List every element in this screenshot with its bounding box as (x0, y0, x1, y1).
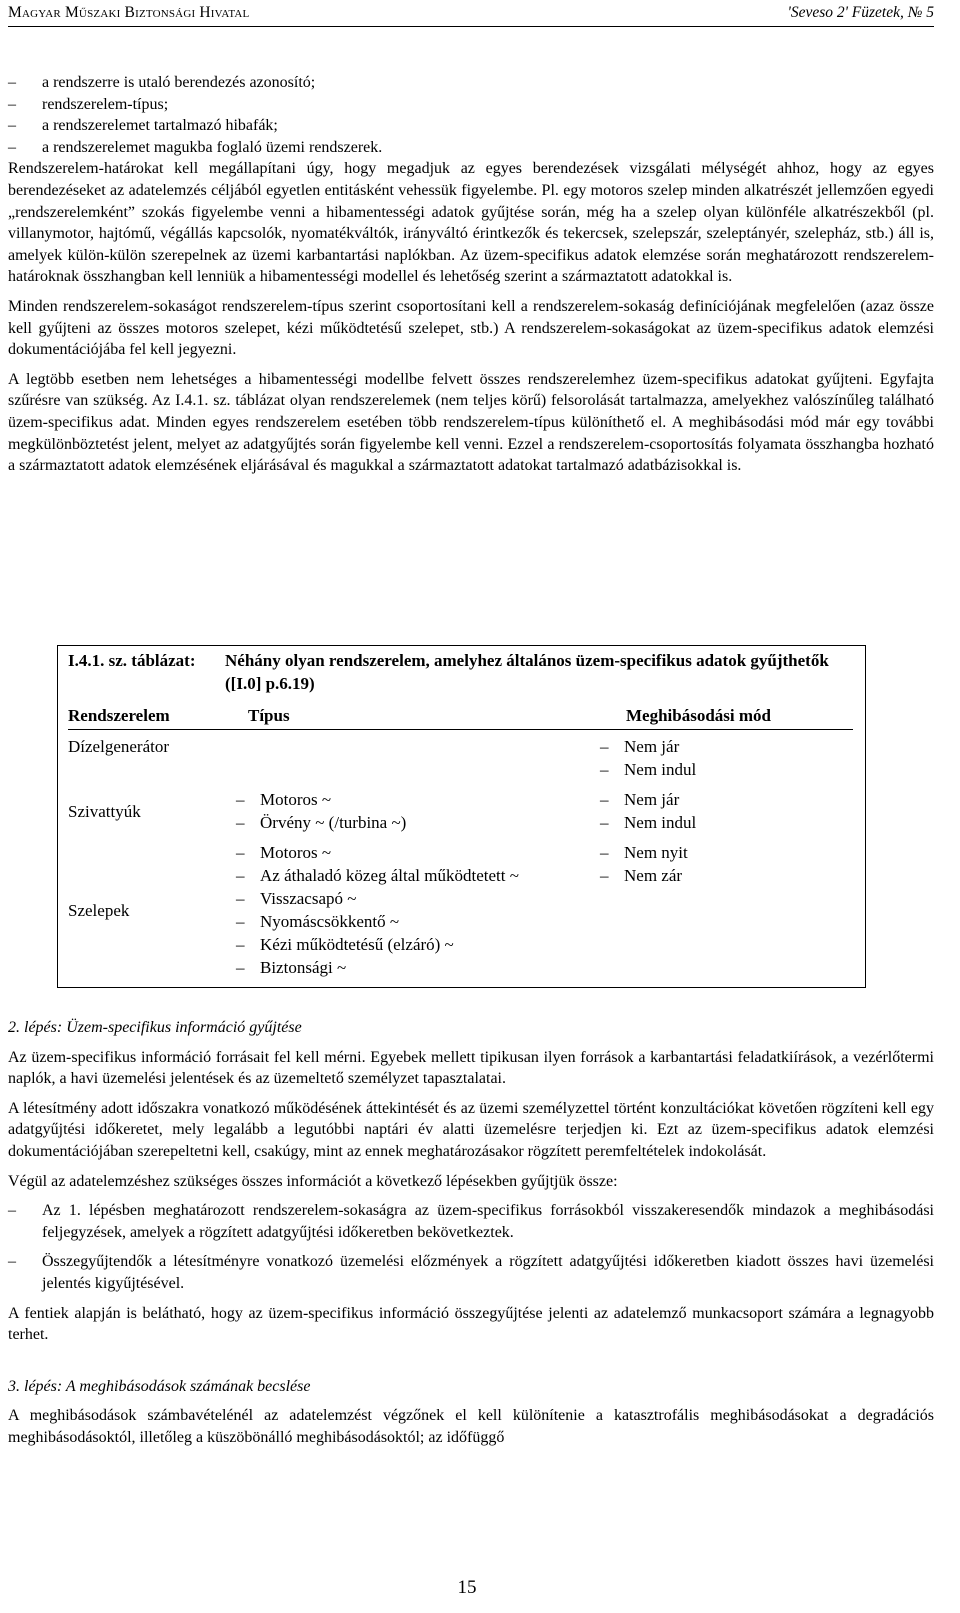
table (57, 645, 866, 988)
table-cell-element: Szelepek (68, 901, 130, 920)
list-item: – Az 1. lépésben meghatározott rendszerelem-sokaságra az üzem-specifikus forrásokból visszakeresendők mindazok a meghibásodási feljegyzések, amelyek a rögzített adatgyűjtési időkeretben bekövetkeztek. (8, 1200, 934, 1243)
list-item: – rendszerelem-típus; (8, 94, 934, 116)
table-cell-modes (600, 841, 688, 887)
table-cell-element: Szivattyúk (68, 802, 141, 821)
paragraph: Minden rendszerelem-sokaságot rendszerelem-típus szerint csoportosítani kell a rendszerelem-sokaság definíciójának megfelelően (azaz össze kell gyűjteni az összes motoros szelepet, kézi működtetésű szelepet, stb.) A rendszerelem-sokaságokat az üzem-specifikus adatok elemzési dokumentációjába fel kell jegyezni. (8, 297, 934, 359)
header-series: 'Seveso 2' Füzetek, № 5 (787, 4, 934, 21)
table-cell-modes (600, 788, 696, 834)
list-item: – Nem indul (600, 811, 696, 834)
list-item: – Kézi működtetésű (elzáró) ~ (236, 933, 519, 956)
table-header-element: Rendszerelem (68, 706, 170, 725)
table-cell-types (236, 788, 406, 834)
list-item: – Nem indul (600, 758, 696, 781)
table-caption-label: I.4.1. sz. táblázat: (68, 651, 196, 670)
table-divider (68, 729, 853, 730)
list-item: – Nyomáscsökkentő ~ (236, 910, 519, 933)
list-item: – Nem jár (600, 735, 696, 758)
paragraph: A meghibásodások számbavételénél az adatelemzést végzőnek el kell különítenie a katasztrofális meghibásodásokat a degradációs meghibásodásoktól, illetőleg a küszöbönálló meghibásodásoktól; az időfüggő (8, 1407, 934, 1446)
list-item: – a rendszerelemet magukba foglaló üzemi rendszerek. (8, 137, 934, 159)
list-item: – Motoros ~ (236, 788, 406, 811)
table-cell-element: Dízelgenerátor (68, 737, 169, 756)
page-header (8, 4, 934, 27)
list-item: – Nem nyit (600, 841, 688, 864)
section-steps (8, 1017, 934, 1449)
paragraph: A létesítmény adott időszakra vonatkozó működésének áttekintését és az üzemi személyzettel történt konzultációkat követően rögzíteni kell egy adatgyűjtési időkeretet, mely legalább a legutóbbi naptári év alatti üzemelésre terjedjen ki. Ezt az üzem-specifikus adatok elemzési dokumentációjában szerepeltetni kell, csakúgy, mint az ennek meghatározásakor rögzített peremfeltételek indokolását. (8, 1099, 934, 1160)
section-heading: 2. lépés: Üzem-specifikus információ gyűjtése (8, 1019, 302, 1036)
list-item: – Visszacsapó ~ (236, 887, 519, 910)
paragraph: A fentiek alapján is belátható, hogy az üzem-specifikus információ összegyűjtése jelenti az adatelemző munkacsoport számára a legnagyobb terhet. (8, 1304, 934, 1344)
table-header-mode: Meghibásodási mód (626, 706, 771, 725)
list-item: – Az áthaladó közeg által működtetett ~ (236, 864, 519, 887)
paragraph: A legtöbb esetben nem lehetséges a hibamentességi modellbe felvett összes rendszerelemhez üzem-specifikus adatokat gyűjteni. Egyfajta szűrésre van szükség. Az I.4.1. sz. táblázat olyan rendszerelemek (nem teljes körű) felsorolását tartalmazza, amelyekhez valószínűleg található üzem-specifikus adat. Minden egyes rendszerelem esetében több rendszerelem-típus különíthető el. A meghibásodási mód már egy további megkülönböztetést jelent, melyet az adatgyűjtés során figyelembe kell venni. Ezzel a rendszerelem-csoportosítás folyamata összhangba hozható a származtatott adatok elemzésének eljárásával és magukkal a származtatott adatokat tartalmazó adatbázisokkal is. (8, 370, 934, 475)
section-heading: 3. lépés: A meghibásodások számának becslése (8, 1377, 311, 1395)
list-item: – Biztonsági ~ (236, 956, 519, 979)
table-cell-modes (600, 735, 696, 781)
list-item: – Nem jár (600, 788, 696, 811)
table-cell-types (236, 841, 519, 979)
header-publisher: Magyar Műszaki Biztonsági Hivatal (8, 4, 250, 21)
list-item: – Összegyűjtendők a létesítményre vonatkozó üzemelési előzmények a rögzített adatgyűjtési időkeretben kiadott összes havi üzemelési jelentés kigyűjtésével. (8, 1251, 934, 1294)
main-text (8, 72, 934, 477)
page-number: 15 (457, 1577, 477, 1598)
table-header-type: Típus (248, 706, 290, 725)
step-list (8, 1200, 934, 1294)
list-item: – a rendszerelemet tartalmazó hibafák; (8, 115, 934, 137)
list-item: – Örvény ~ (/turbina ~) (236, 811, 406, 834)
paragraph: Rendszerelem-határokat kell megállapítani úgy, hogy megadjuk az egyes berendezések vizsgálati mélységét ahhoz, hogy az egyes berendezéseket az adatelemzés céljából egyetlen entitásként vehessük figyelembe. Pl. egy motoros szelep minden alkatrészét jellemzően egyedi „rendszerelemként” szokás figyelembe venni a hibamentességi adatok gyűjtése során, még ha a szelep olyan különféle alkatrészekből (pl. villanymotor, hajtómű, végállás kapcsolók, nyomatékváltók, irányváltó érintkezők és tekercsek, szelepszár, szeleptányér, szelepház, stb.) áll is, amelyek külön-külön szerepelnek az üzemi karbantartási naplókban. Az üzem-specifikus adatok elemzése során meghatározott rendszerelem-határoknak összhangban kell lenniük a hibamentességi modellel és lehetőség szerint a származtatott adatokkal is. (8, 160, 934, 286)
paragraph: Végül az adatelemzéshez szükséges összes információt a következő lépésekben gyűjtjük össze: (8, 1172, 618, 1190)
table-caption-text: Néhány olyan rendszerelem, amelyhez általános üzem-specifikus adatok gyűjthetők ([I.0] p.6.19) (225, 651, 829, 693)
list-item: – a rendszerre is utaló berendezés azonosító; (8, 72, 934, 94)
bullet-list (8, 72, 934, 158)
paragraph: Az üzem-specifikus információ forrásait fel kell mérni. Egyebek mellett tipikusan ilyen források a karbantartási feladatkiírások, a vezérlőtermi naplók, a havi üzemelési jelentések és az üzemeltető személyzet tapasztalatai. (8, 1048, 934, 1088)
list-item: – Motoros ~ (236, 841, 519, 864)
list-item: – Nem zár (600, 864, 688, 887)
